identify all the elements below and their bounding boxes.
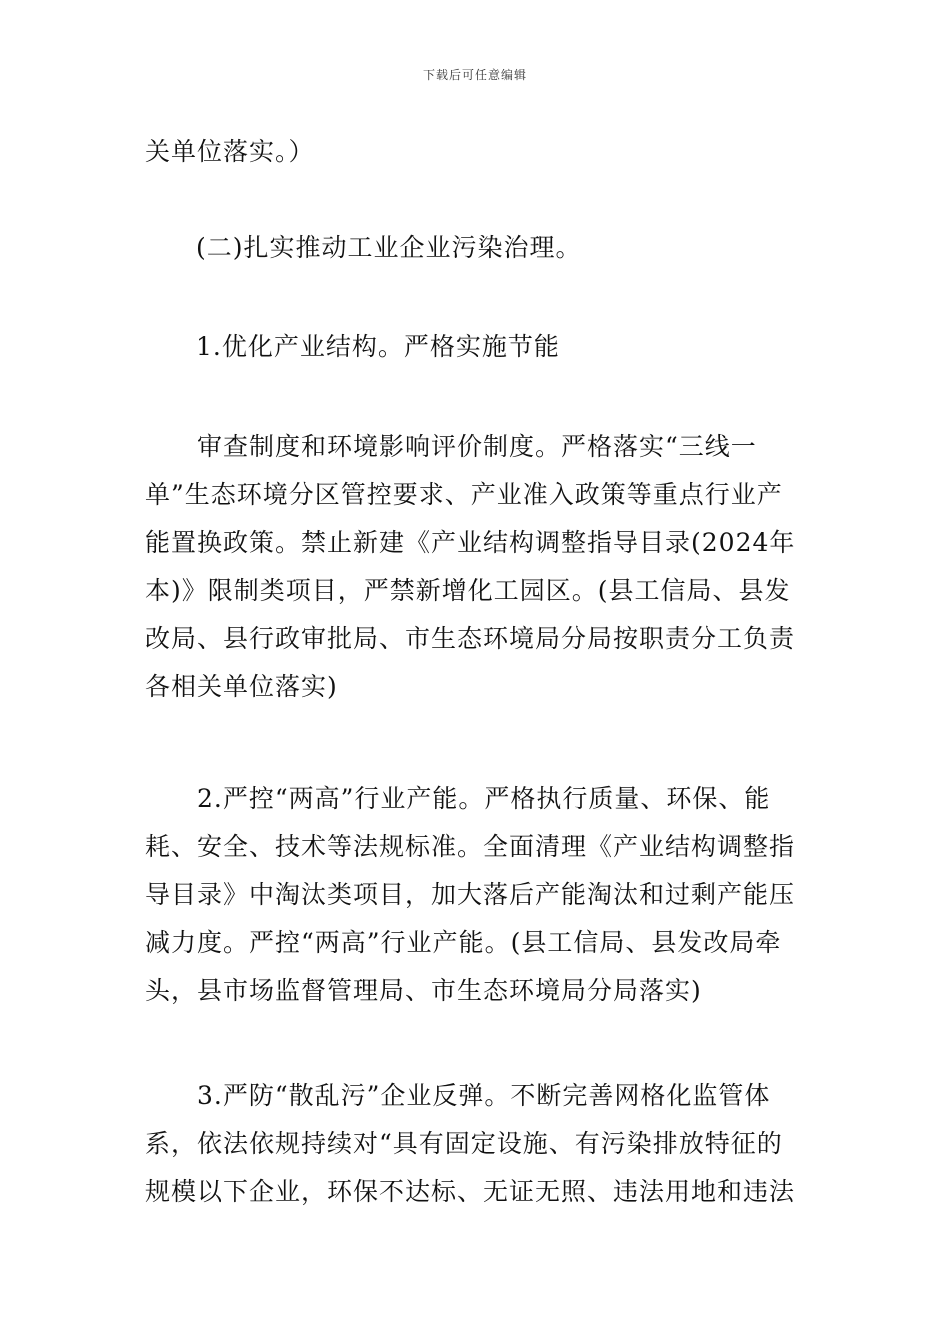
text-line: 2.严控“两高”行业产能。严格执行质量、环保、能 [197, 784, 771, 813]
text-line: 关单位落实。） [145, 137, 315, 166]
text-line: 耗、安全、技术等法规标准。全面清理《产业结构调整指 [145, 832, 796, 861]
text-line: 审查制度和环境影响评价制度。严格落实“三线一 [197, 432, 757, 461]
text-line: (二)扎实推动工业企业污染治理。 [196, 233, 582, 262]
text-line: 能置换政策。禁止新建《产业结构调整指导目录(2024年 [145, 528, 796, 557]
text-line: 系，依法依规持续对“具有固定设施、有污染排放特征的 [145, 1129, 783, 1158]
paragraph-continuation [145, 128, 807, 176]
paragraph-item-1-body [145, 423, 807, 711]
text-line: 本)》限制类项目，严禁新增化工园区。(县工信局、县发 [145, 576, 791, 605]
text-line: 1.优化产业结构。严格实施节能 [196, 332, 560, 361]
text-line: 单”生态环境分区管控要求、产业准入政策等重点行业产 [145, 480, 783, 509]
text-line: 减力度。严控“两高”行业产能。(县工信局、县发改局牵 [145, 928, 782, 957]
text-line: 3.严防“散乱污”企业反弹。不断完善网格化监管体 [197, 1081, 771, 1110]
text-line: 各相关单位落实) [145, 672, 338, 701]
text-line: 规模以下企业，环保不达标、无证无照、违法用地和违法 [145, 1177, 796, 1206]
text-line: 改局、县行政审批局、市生态环境局分局按职责分工负责 [145, 624, 796, 653]
section-heading [196, 224, 858, 272]
header-note: 下载后可任意编辑 [422, 68, 527, 82]
text-line: 导目录》中淘汰类项目，加大落后产能淘汰和过剩产能压 [145, 880, 796, 909]
paragraph-item-2 [145, 775, 807, 1015]
paragraph-item-3 [145, 1072, 807, 1216]
item-1-heading [196, 323, 858, 371]
text-line: 头，县市场监督管理局、市生态环境局分局落实) [145, 976, 702, 1005]
